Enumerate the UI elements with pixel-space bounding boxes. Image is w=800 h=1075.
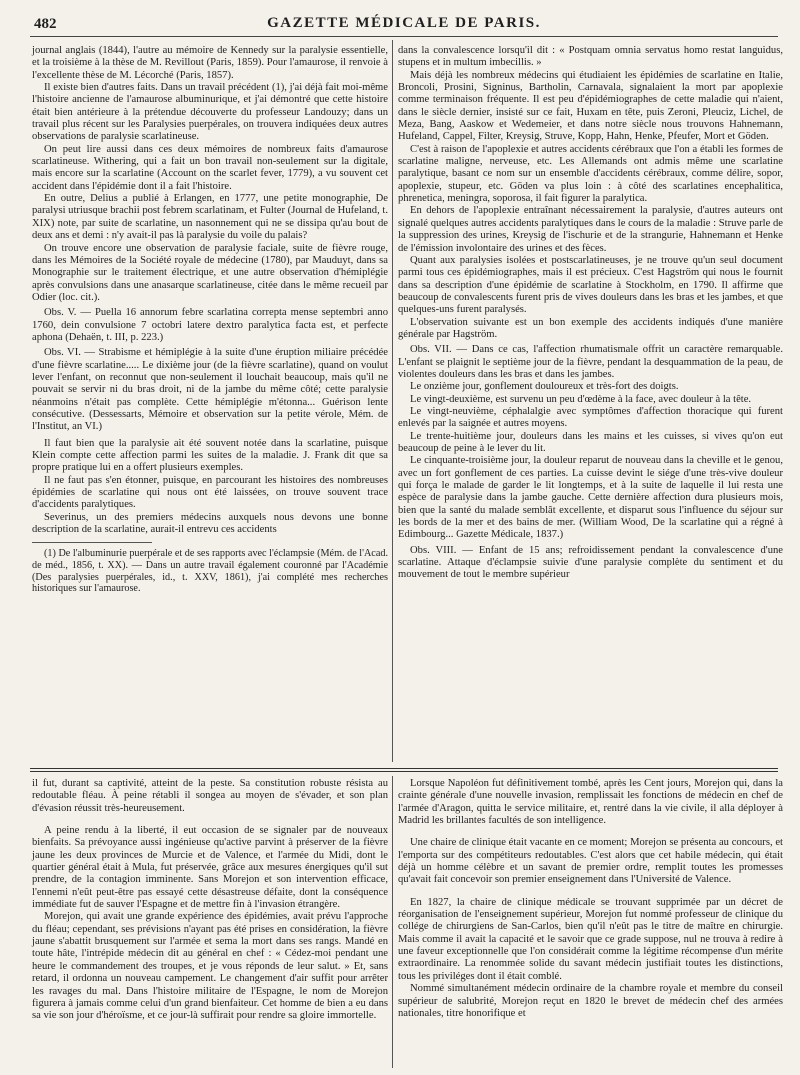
paragraph: A peine rendu à la liberté, il eut occasion de se signaler par de nouveaux bienfaits. Sa prévoyance aussi ingénieuse qu'active parvint à préserver de la fièvre jaune les deux provinces de Murcie et de Valence, et l'armée du Midi, dont le quartier général était à Mula, fut préservée, grâce aux mesures énergiques qu'il sut prendre, de la contagion imminente. Sans Morejon et son intervention efficace, l'ennemi n'eût peut-être pas essayé cette désastreuse défaite, dont la conséquence immédiate fut de sauver l'Espagne et de mettre fin à l'invasion étrangère. [32, 825, 388, 911]
paragraph: L'observation suivante est un bon exemple des accidents indiqués d'une manière générale par Hagström. [398, 316, 783, 340]
page-header [30, 14, 778, 37]
paragraph: On peut lire aussi dans ces deux mémoires de nombreux faits d'amaurose scarlatineuse. Withering, qui a fait un bon travail non-seulement sur la digitale, mais encore sur la scarlatine (Account on the scarlet fever, 1779), a vu souvent cet accident dans l'épidémie dont il a fait l'histoire. [32, 143, 388, 192]
paragraph: Il existe bien d'autres faits. Dans un travail précédent (1), j'ai déjà fait moi-même l'histoire ancienne de l'amaurose albuminurique, et j'ai démontré que cette histoire était bien antérieure à la prétendue découverte du professeur Landouzy; dans un travail plus récent sur les Paralysies puerpérales, on trouvera indiquées deux autres observations de paralysie scarlatineuse. [32, 82, 388, 143]
observation-v: Obs. V. — Puella 16 annorum febre scarlatina correpta mense septembri anno 1760, dein convulsione 7 octobri latere dextro paralytica facta est, et perfecte aphona (Dehaën, t. III, p. 223.) [32, 307, 388, 343]
paragraph: Severinus, un des premiers médecins auxquels nous devons une bonne description de la scarlatine, aurait-il entrevu ces accidents [32, 511, 388, 536]
paragraph: Quant aux paralysies isolées et postscarlatineuses, je ne trouve qu'un seul document parmi tous ces épidémiographes, mais il est précieux. C'est Hagström qui nous le fournit dans sa description d'une épidémie de scarlatine à Stockholm, en 1790. Il affirme que beaucoup de convalescents furent pris de vives douleurs dans les bras et les jambes, et que quelques-uns furent paralysés. [398, 254, 783, 316]
paragraph: Le onzième jour, gonflement douloureux et très-fort des doigts. [410, 381, 679, 393]
observation-viii: Obs. VIII. — Enfant de 15 ans; refroidissement pendant la convalescence d'une scarlatine. Attaque d'éclampsie suivie d'une paralysie complète du sentiment et du mouvement de tout le membre supérieur [398, 544, 783, 581]
paragraph: Lorsque Napoléon fut définitivement tombé, après les Cent jours, Morejon qui, dans la crainte générale d'une nouvelle invasion, remplissait les fonctions de médecin en chef de l'armée d'Aragon, quitta le service militaire, et, rentré dans la vie civile, il alla déployer à Madrid les brillantes facultés de son intelligence. [398, 778, 783, 827]
paragraph: En dehors de l'apoplexie entraînant nécessairement la paralysie, d'autres auteurs ont signalé quelques autres accidents paralytiques dans le cours de la maladie : Struve parle de la suppression des urines, Kreysig de l'ischurie et de la strangurie, Hahnemann et Henke de l'émission involontaire des urines et des fèces. [398, 205, 783, 254]
paragraph: Morejon, qui avait une grande expérience des épidémies, avait prévu l'approche du fléau; cependant, ses prévisions n'ayant pas été prises en considération, la fièvre jaune s'abattit brusquement sur l'armée et sema la mort dans ses rangs. Mandé en toute hâte, l'intrépide médecin dit au général en chef : « Cédez-moi pendant une heure le commandement des troupes, et je vous réponds de leur salut. » Et, sans retard, il ordonna un nouveau campement. Le changement d'air suffit pour arrêter les ravages du mal. Dans l'histoire militaire de l'Espagne, le nom de Morejon figurera à jamais comme celui d'un grand bienfaiteur. Cet homme de bien a eu dans sa vie son jour d'héroïsme, et ce jour-là suffirait pour rendre sa gloire immortelle. [32, 911, 388, 1022]
footnote: (1) De l'albuminurie puerpérale et de ses rapports avec l'éclampsie (Mém. de l'Acad. de méd., 1856, t. XX). — Dans un autre travail également couronné par l'Académie (Des paralysies puerpérales, id., t. XXV, 1861), j'ai complété mes recherches historiques sur l'amaurose. [32, 548, 388, 595]
section-divider [30, 768, 778, 769]
paragraph: En outre, Delius a publié à Erlangen, en 1777, une petite monographie, De paralysi utriusque brachii post febrem scarlatinam, et Fulter (Journal de Hufeland, t. XIX) note, par suite de scarlatine, un nasonnement qui ne se dissipa qu'au bout de deux ans et demi : n'y avait-il pas là paralysie du voile du palais? [32, 193, 388, 242]
column-divider [392, 776, 393, 1068]
running-title: GAZETTE MÉDICALE DE PARIS. [267, 15, 541, 31]
paragraph: C'est à raison de l'apoplexie et autres accidents cérébraux que l'on a établi les formes de scarlatine maligne, nerveuse, etc. Les Allemands ont admis même une scarlatine paralytique, basant ce nom sur un ensemble d'accidents cérébraux, comme délire, sopor, apoplexie, stupeur, etc. Göden va plus loin : à côté des scarlatines encephalitica, phrenetica, meningra, soporosa, il fait figurer la paralytica. [398, 143, 783, 205]
column-divider [392, 40, 393, 762]
paragraph: Il faut bien que la paralysie ait été souvent notée dans la scarlatine, puisque Klein compte cette affection parmi les suites de la maladie. J. Frank dit que sa propre pratique lui en a offert plusieurs exemples. [32, 437, 388, 474]
page-number: 482 [34, 16, 57, 32]
observation-vii: Obs. VII. — Dans ce cas, l'affection rhumatismale offrit un caractère remarquable. L'enfant se plaignit le septième jour de la fièvre, pendant la desquammation de la peau, de violentes douleurs dans les bras et dans les jambes. [398, 344, 783, 380]
upper-right-column [398, 45, 783, 582]
paragraph: Mais déjà les nombreux médecins qui étudiaient les épidémies de scarlatine en Italie, Broncoli, Prosini, Signinus, Bartholin, Carnavala, signalaient la mort par apoplexie comme terminaison fréquente. Il est peu d'épidémiographes de cette maladie qui n'aient, dans le siècle dernier, insisté sur ce fait, Huxam en tête, puis Zeroni, Pleuciz, Lichel, de Meza, Bang, Aaskow et Wedemeier, et dans notre siècle nous trouvons Hahnemann, Hufeland, Cappel, Filter, Kreysig, Struve, Kopp, Hahn, Henke, Pfeufer, Mort et Göden. [398, 69, 783, 143]
paragraph: Une chaire de clinique était vacante en ce moment; Morejon se présenta au concours, et l'emporta sur des compétiteurs redoutables. C'est alors que cet habile médecin, qui était déjà un homme célèbre et un savant de premier ordre, remplit toutes les promesses qu'avait fait concevoir son premier enseignement dans l'Université de Valence. [398, 837, 783, 886]
lower-right-column [398, 778, 783, 1020]
paragraph: journal anglais (1844), l'autre au mémoire de Kennedy sur la paralysie essentielle, et la troisième à la thèse de M. Revillout (Paris, 1859). Pour l'amaurose, il renvoie à l'excellente thèse de M. Lécorché (Paris, 1857). [32, 45, 388, 81]
upper-left-column [32, 45, 388, 595]
paragraph: il fut, durant sa captivité, atteint de la peste. Sa constitution robuste résista au redoutable fléau. À peine rétabli il songea au moyen de s'évader, et son plan d'évasion réussit très-heureusement. [32, 778, 388, 814]
footnote-rule [32, 542, 152, 543]
paragraph: En 1827, la chaire de clinique médicale se trouvant supprimée par un décret de réorganisation de l'enseignement supérieur, Morejon fut nommé professeur de clinique du collége de chirurgiens de San-Carlos, bien qu'il n'eût pas le titre de maître en chirurgie. Mais comme il avait la capacité et le savoir que ce grade suppose, nul ne trouva à redire à une faveur exceptionnelle que l'on considérait comme la légitime récompense d'un mérite extraordinaire. La renommée solide du savant médecin justifiait toutes les distinctions, tous les priviléges dont il était comblé. [398, 896, 783, 982]
paragraph: Le trente-huitième jour, douleurs dans les mains et les cuisses, si vives qu'on eut beaucoup de peine à le lever du lit. [398, 430, 783, 454]
observation-vi: Obs. VI. — Strabisme et hémiplégie à la suite d'une éruption miliaire précédée d'une fièvre scarlatine..... Le dixième jour (de la fièvre scarlatine), quand on voulut lever l'enfant, on reconnut que non-seulement il louchait beaucoup, mais qu'il ne pouvait se servir ni du bras droit, ni de la jambe du même côté; cette paralysie néanmoins n'était pas complète. Cette hémiplégie m'étonna... Guérison lente consécutive. (Dessessarts, Mémoire et observation sur la petite vérole, Mém. de l'Institut, an VI.) [32, 347, 388, 433]
section-divider [30, 771, 778, 772]
paragraph: On trouve encore une observation de paralysie faciale, suite de fièvre rouge, dans les Mémoires de la Société royale de médecine (1780), par Mauduyt, dans sa Monographie sur le traitement électrique, et une autre observation d'hémiplégie après convulsions dans une anasarque scarlatineuse, citée dans le même recueil par Odier (loc. cit.). [32, 242, 388, 303]
paragraph: Le vingt-neuvième, céphalalgie avec symptômes d'affection thoracique qui furent enlevés par la saignée et autres moyens. [398, 405, 783, 430]
paragraph: Le vingt-deuxième, est survenu un peu d'œdème à la face, avec douleur à la tête. [410, 393, 752, 405]
paragraph: Nommé simultanément médecin ordinaire de la chambre royale et membre du conseil supérieur de salubrité, Morejon reçut en 1820 le brevet de médecin chef des armées nationales, titre honorifique et [398, 983, 783, 1019]
paragraph: dans la convalescence lorsqu'il dit : « Postquam omnia servatus homo restat languidus, stupens et in multum imbecillis. » [398, 45, 783, 69]
lower-left-column [32, 778, 388, 1023]
paragraph: Le cinquante-troisième jour, la douleur reparut de nouveau dans la cheville et le genou, avec un fort gonflement de ces parties. La cuisse devint le siége d'une très-vive douleur qui força le malade de garder le lit longtemps, et à la suite de laquelle il lui resta une espèce de paralysie dans la jambe gauche. Cette dernière affection dura plusieurs mois, bien que la santé du malade semblât excellente, et disparut sous l'influence du séjour sur les bords de la mer et des bains de mer. (William Wood, De la scarlatine qui a régné à Edimbourg... Gazette Médicale, 1837.) [398, 455, 783, 541]
paragraph: Il ne faut pas s'en étonner, puisque, en parcourant les histoires des nombreuses épidémies de scarlatine qui nous ont été laissées, on trouve souvent trace d'accidents paralytiques. [32, 474, 388, 511]
